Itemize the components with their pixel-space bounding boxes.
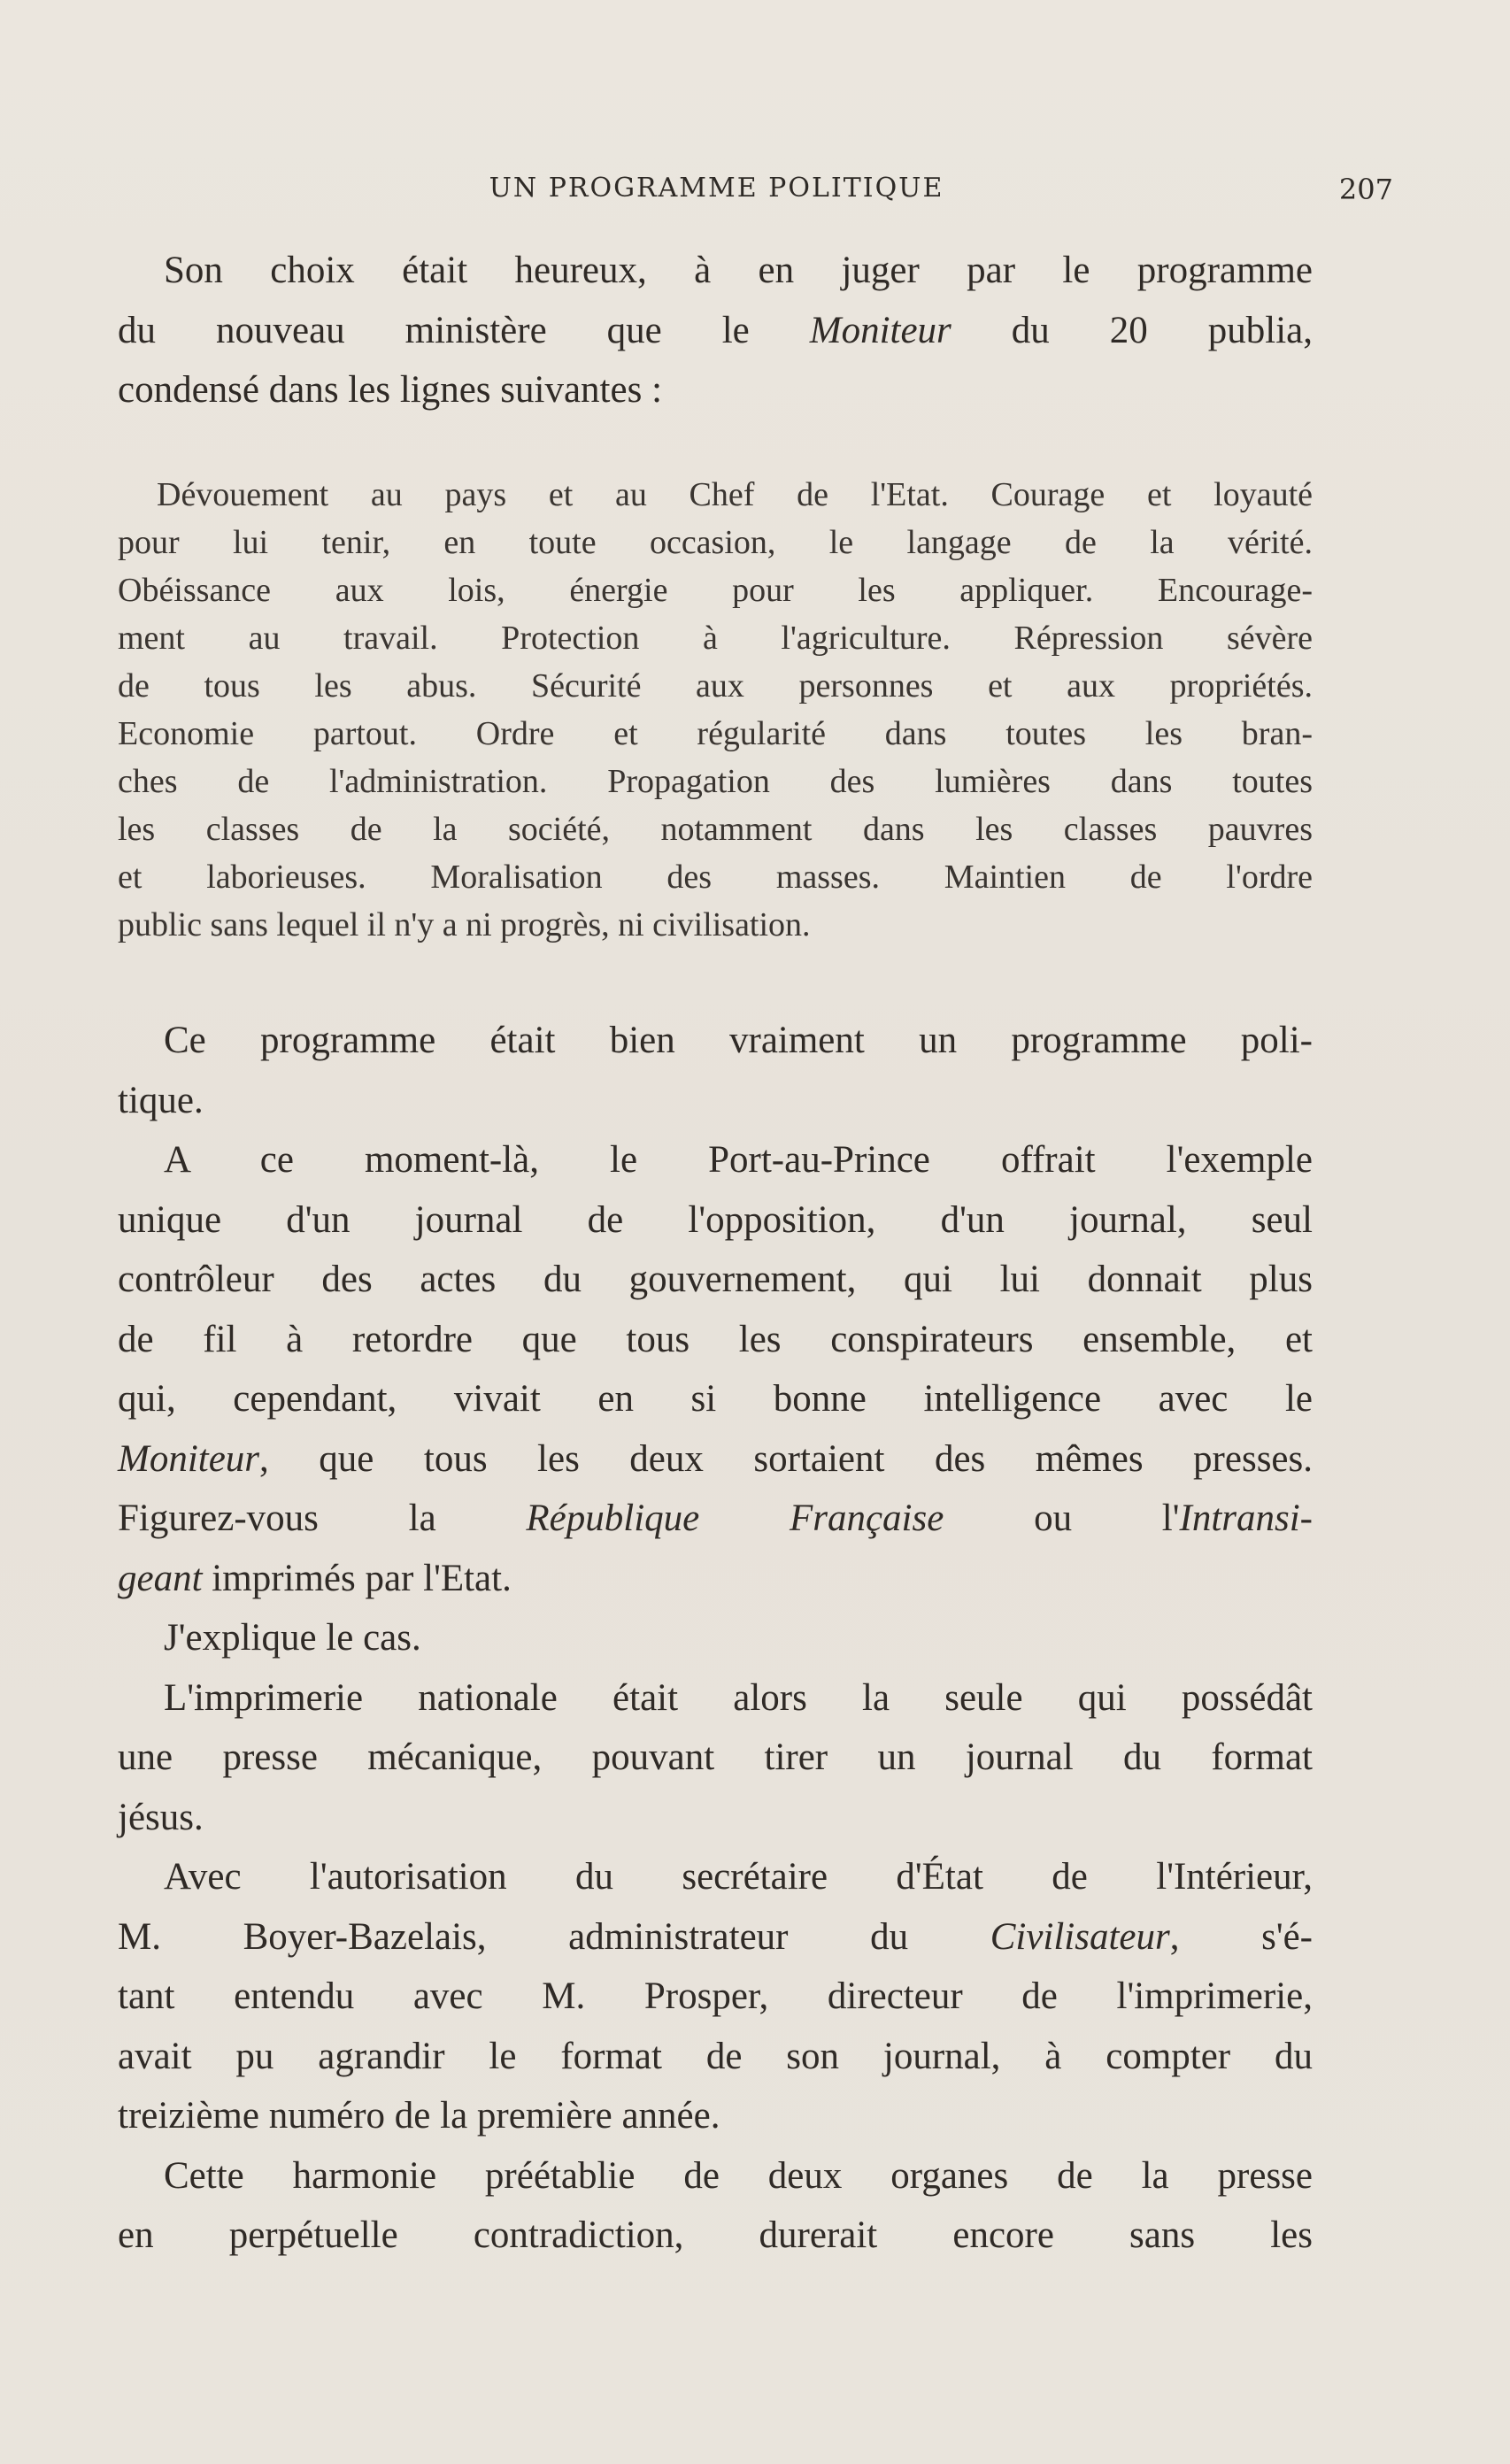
text-line: Avec l'autorisation du secrétaire d'État de l'Intérieur, (164, 1856, 1313, 1898)
text-line: treizième numéro de la première année. (118, 2095, 720, 2137)
italic-title: Intransi- (1179, 1498, 1313, 1539)
text-line: du nouveau ministère que le Moniteur du 20 publia, (118, 309, 1313, 351)
program-quote (118, 471, 1313, 949)
text-line: contrôleur des actes du gouvernement, qui lui donnait plus (118, 1259, 1313, 1300)
italic-title: République Française (526, 1498, 944, 1539)
intro-paragraph (118, 241, 1313, 420)
text-line: avait pu agrandir le format de son journal, à compter du (118, 2035, 1313, 2077)
text-line: Son choix était heureux, à en juger par le programme (164, 250, 1313, 291)
text-line: M. Boyer-Bazelais, administrateur du Civilisateur, s'é- (118, 1915, 1314, 1958)
quote-line: de tous les abus. Sécurité aux personnes et aux propriétés. (118, 667, 1313, 705)
text-line: tant entendu avec M. Prosper, directeur de l'imprimerie, (118, 1975, 1313, 2017)
quote-line: Obéissance aux lois, énergie pour les appliquer. Encourage- (118, 572, 1313, 609)
quote-line: pour lui tenir, en toute occasion, le langage de la vérité. (118, 524, 1313, 561)
italic-title: Civilisateur (990, 1915, 1170, 1958)
text-line: Cette harmonie préétablie de deux organes de la presse (164, 2154, 1313, 2197)
text-line: tique. (118, 1079, 204, 1121)
text-line: Ce programme était bien vraiment un programme poli- (164, 1020, 1313, 1061)
text-line: A ce moment-là, le Port-au-Prince offrait l'exemple (164, 1139, 1313, 1181)
quote-line: Dévouement au pays et au Chef de l'Etat. Courage et loyauté (157, 476, 1313, 513)
text-line: geant imprimés par l'Etat. (118, 1557, 512, 1599)
text-line: condensé dans les lignes suivantes : (118, 369, 663, 411)
quote-line: Economie partout. Ordre et régularité dans toutes les bran- (118, 715, 1313, 752)
quote-line: ment au travail. Protection à l'agriculture. Répression sévère (118, 620, 1313, 657)
text-line: Figurez-vous la République Française ou l'Intransi- (118, 1498, 1313, 1539)
running-header (118, 173, 1393, 217)
italic-title: Moniteur (809, 309, 951, 351)
text-line: jésus. (118, 1796, 204, 1838)
italic-title: geant (118, 1557, 203, 1599)
text-line: Moniteur, que tous les deux sortaient des mêmes presses. (118, 1437, 1313, 1480)
running-title: UN PROGRAMME POLITIQUE (489, 173, 944, 204)
quote-line: ches de l'administration. Propagation des lumières dans toutes (118, 763, 1313, 800)
quote-line: public sans lequel il n'y a ni progrès, ni civilisation. (118, 906, 811, 943)
text-line: en perpétuelle contradiction, durerait encore sans les (118, 2214, 1313, 2256)
quote-line: et laborieuses. Moralisation des masses. Maintien de l'ordre (118, 859, 1313, 896)
text-line: de fil à retordre que tous les conspirateurs ensemble, et (118, 1318, 1313, 1360)
text-line: qui, cependant, vivait en si bonne intelligence avec le (118, 1378, 1313, 1420)
text-line: une presse mécanique, pouvant tirer un journal du format (118, 1736, 1313, 1778)
text-line: L'imprimerie nationale était alors la seule qui possédât (164, 1676, 1313, 1719)
text-line: unique d'un journal de l'opposition, d'un journal, seul (118, 1198, 1313, 1241)
quote-line: les classes de la société, notamment dans les classes pauvres (118, 811, 1313, 848)
body-text (118, 1011, 1313, 2266)
text-line: J'explique le cas. (164, 1617, 421, 1659)
page-number: 207 (1338, 173, 1393, 206)
italic-title: Moniteur (118, 1437, 260, 1480)
